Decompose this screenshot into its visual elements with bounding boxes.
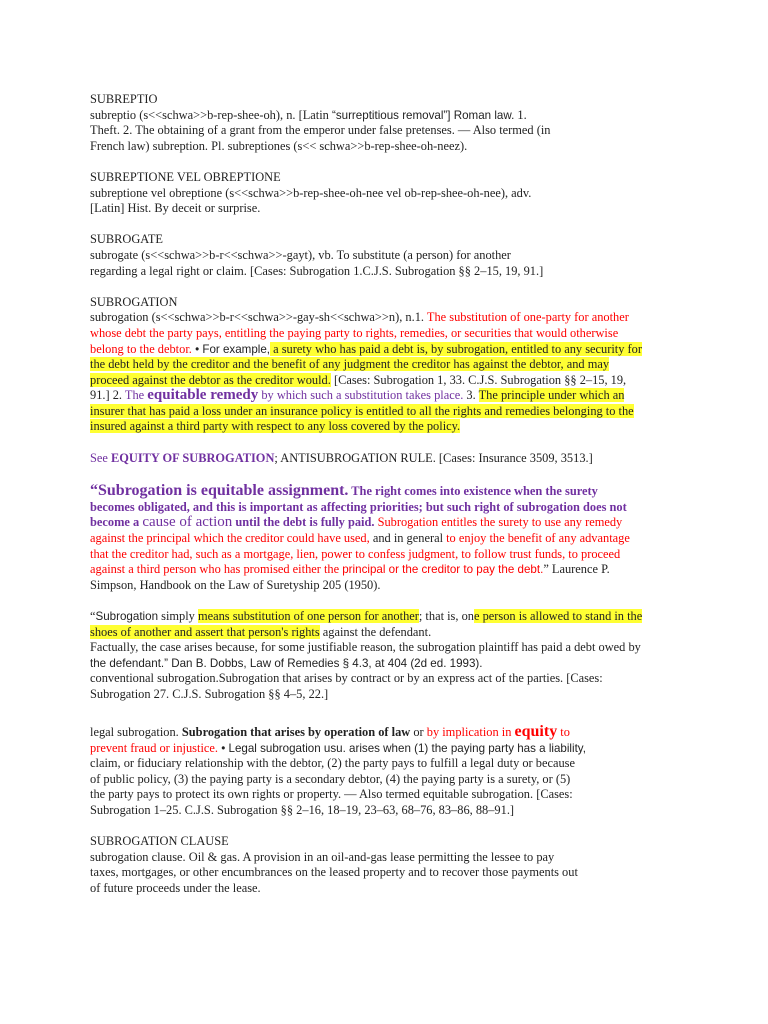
entry-line: conventional subrogation.Subrogation that arises by contract or by an express act of the parties. [Cases: [90, 671, 603, 686]
text-run: 1. [514, 107, 527, 122]
entry-line [90, 625, 690, 641]
text-run: ; ANTISUBROGATION RULE. [Cases: Insurance 3509, 3513.] [274, 450, 593, 465]
entry-line [90, 531, 690, 547]
text-run: Subrogation [95, 610, 159, 623]
entry-line: subrogation clause. Oil & gas. A provision in an oil-and-gas lease permitting the lessee to pay [90, 849, 555, 864]
entry-subreptione [90, 170, 690, 217]
entry-line [90, 310, 690, 326]
entry-line: subrogate (s<<schwa>>b-r<<schwa>>-gayt), vb. To substitute (a person) for another [90, 247, 511, 262]
text-run: legal subrogation. [90, 724, 182, 739]
text-run: • Legal subrogation usu. arises when (1) the paying party has a liability, [218, 741, 586, 755]
entry-line: regarding a legal right or claim. [Cases: Subrogation 1.C.J.S. Subrogation §§ 2–15, 19, 91.] [90, 263, 544, 278]
text-run: [Cases: Subrogation 1, 33. C.J.S. Subrogation §§ 2–15, 19, [330, 372, 627, 387]
highlighted-text: shoes of another and assert that person's rights [90, 624, 320, 639]
entry-subrogate [90, 232, 690, 279]
text-run: and in general [369, 531, 444, 546]
text-run: ” Laurence P. [543, 562, 610, 577]
text-run: by implication in [426, 724, 515, 739]
entry-line: that the creditor had, such as a mortgage, lien, power to confess judgment, to follow trust funds, to proceed [90, 546, 621, 561]
highlighted-text: The principle under which an [478, 388, 625, 403]
entry-line: of future proceeds under the lease. [90, 880, 261, 895]
entry-line [90, 108, 690, 124]
entry-legal-subrogation [90, 723, 690, 819]
entry-line [90, 342, 690, 358]
text-run: to [557, 724, 570, 739]
text-run: 91.] 2. [90, 388, 125, 403]
text-run: • For example, [191, 342, 271, 356]
entry-line: Theft. 2. The obtaining of a grant from the emperor under false pretenses. — Also termed (in [90, 123, 551, 138]
emphasized-quote: “Subrogation is equitable assignment. [90, 481, 349, 499]
text-run: belong to the debtor. [90, 341, 192, 356]
entry-subrogation-clause [90, 834, 690, 896]
entry-heading: SUBROGATION CLAUSE [90, 834, 229, 849]
text-run: principal or the creditor to pay the debt. [342, 563, 544, 577]
highlighted-text: insured against a third party with respect to any loss covered by the policy. [90, 419, 461, 434]
text-run: or [410, 724, 427, 739]
entry-line: French law) subreption. Pl. subreptiones (s<< schwa>>b-rep-shee-oh-neez). [90, 138, 468, 153]
entry-line [90, 609, 690, 625]
emphasized-term: equitable remedy [147, 387, 259, 404]
entry-line [90, 723, 690, 741]
entry-line: the party pays to protect its own rights or property. — Also termed equitable subrogation. [Cases: [90, 787, 573, 802]
entry-line [90, 404, 690, 420]
entry-line [90, 741, 690, 757]
emphasized-term: cause of action [142, 514, 233, 531]
text-run: to enjoy the benefit of any advantage [443, 531, 630, 546]
entry-subrogation [90, 295, 690, 435]
entry-line [90, 373, 690, 389]
see-also-line [90, 451, 690, 467]
entry-line [90, 419, 690, 435]
text-run: subrogation (s<<schwa>>b-r<<schwa>>-gay-sh<<schwa>>n), n.1. [90, 310, 427, 325]
entry-heading: SUBROGATE [90, 232, 163, 247]
text-run: See [90, 450, 111, 465]
text-run: Subrogation that arises by operation of law [181, 724, 411, 739]
highlighted-text: a surety who has paid a debt is, by subrogation, entitled to any security for [270, 341, 642, 356]
text-run: against the defendant. [319, 624, 432, 639]
entry-line: Simpson, Handbook on the Law of Suretyship 205 (1950). [90, 577, 381, 592]
entry-line: of public policy, (3) the paying party is a secondary debtor, (4) the paying party is a surety, or (5) [90, 771, 571, 786]
text-run: ; that is, on [418, 609, 474, 623]
text-run: against a third person who has promised either the [90, 562, 343, 577]
entry-line [90, 482, 690, 500]
text-run: subreptio (s<<schwa>>b-rep-shee-oh), n. [Latin [90, 107, 332, 122]
text-run: against the principal which the creditor could have used, [90, 531, 370, 546]
entry-line: Factually, the case arises because, for some justifiable reason, the subrogation plaintiff has paid a debt owed by [90, 640, 641, 655]
text-run: prevent fraud or injustice. [90, 740, 218, 755]
dictionary-page [90, 92, 690, 912]
entry-line: the defendant.” Dan B. Dobbs, Law of Remedies § 4.3, at 404 (2d ed. 1993). [90, 656, 483, 670]
highlighted-text: proceed against the debtor as the creditor would. [90, 372, 331, 387]
entry-line [90, 515, 690, 531]
entry-line: claim, or fiduciary relationship with the debtor, (2) the party pays to fulfill a legal duty or because [90, 756, 575, 771]
highlighted-text: e person is allowed to stand in the [473, 609, 643, 623]
entry-heading: SUBROGATION [90, 294, 178, 309]
text-run: The [124, 388, 148, 403]
text-run: simply [158, 609, 198, 623]
entry-line: subreptione vel obreptione (s<<schwa>>b-rep-shee-oh-nee vel ob-rep-shee-oh-nee), adv. [90, 185, 532, 200]
entry-line: whose debt the party pays, entitling the paying party to rights, remedies, or securities that would otherwise [90, 325, 619, 340]
highlighted-text: means substitution of one person for another [197, 609, 419, 623]
text-run: The right comes into existence when the surety [348, 483, 598, 498]
entry-line: Subrogation 27. C.J.S. Subrogation §§ 4–5, 22.] [90, 686, 329, 701]
entry-heading: SUBREPTIO [90, 92, 158, 106]
quote-dobbs [90, 609, 690, 703]
entry-line: becomes obligated, and this is important as affecting priorities; but such right of subrogation does not [90, 499, 627, 514]
emphasized-term: equity [514, 722, 558, 740]
text-run: become a [90, 515, 143, 530]
entry-line: [Latin] Hist. By deceit or surprise. [90, 201, 261, 216]
text-run: by which such a substitution takes place. [258, 388, 464, 403]
entry-heading: SUBREPTIONE VEL OBREPTIONE [90, 169, 281, 184]
text-run: 3. [463, 388, 479, 403]
entry-line: taxes, mortgages, or other encumbrances on the leased property and to recover those payments out [90, 865, 578, 880]
entry-line [90, 562, 690, 578]
text-run: until the debt is fully paid. [232, 515, 375, 530]
text-run: The substitution of one-party for another [426, 310, 629, 325]
text-run: “ [90, 609, 96, 623]
entry-line [90, 388, 690, 404]
cross-reference: EQUITY OF SUBROGATION [111, 450, 275, 465]
highlighted-text: insurer that has paid a loss under an insurance policy is entitled to all the rights and remedies belonging to the [90, 403, 634, 418]
text-run: Subrogation entitles the surety to use any remedy [374, 515, 623, 530]
entry-line [90, 357, 690, 373]
entry-subreptio [90, 92, 690, 154]
entry-line [90, 451, 690, 467]
quote-simpson [90, 482, 690, 594]
text-run: “surreptitious removal”] Roman law. [331, 108, 515, 122]
entry-line: Subrogation 1–25. C.J.S. Subrogation §§ 2–16, 18–19, 23–63, 68–76, 83–86, 88–91.] [90, 802, 515, 817]
highlighted-text: the debt held by the creditor and the benefit of any judgment the creditor has against the debtor, and may [90, 357, 610, 372]
